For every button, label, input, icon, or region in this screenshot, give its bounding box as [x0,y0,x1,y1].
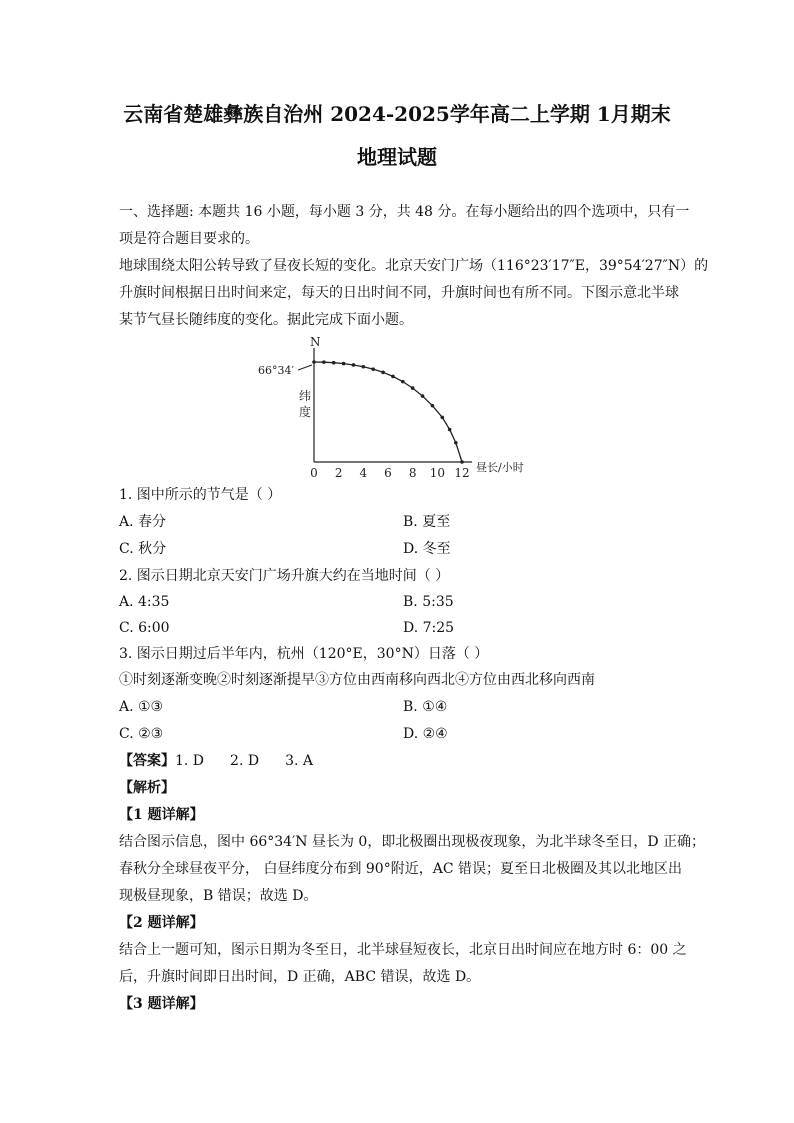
passage-line-1: 地球围绕太阳公转导致了昼夜长短的变化。北京天安门广场（116°23′17″E，39°54′27″N）的 [119,258,709,274]
analysis-label: 【解析】 [119,780,175,796]
section-heading-line1: 一、选择题: 本题共 16 小题，每小题 3 分，共 48 分。在每小题给出的四个选项中，只有一 [119,204,690,220]
answer-2: 2. D [230,753,260,769]
curve-point [381,371,385,375]
curve-point [421,394,425,398]
question-3-option-a[interactable]: A. ①③ [119,699,164,715]
curve-point [448,428,452,432]
day-length-latitude-chart [250,332,550,480]
curve-point [342,362,346,366]
q1-detail-line-2: 春秋分全球昼夜平分， 白昼纬度分布到 90°附近，AC 错误；夏至日北极圈及其以北地区出 [119,861,682,877]
curve-point [391,375,395,379]
question-3-option-d[interactable]: D. ②④ [403,726,448,742]
question-2-stem: 2. 图示日期北京天安门广场升旗大约在当地时间（ ） [119,568,450,584]
question-1-option-b[interactable]: B. 夏至 [403,514,451,530]
q1-detail-line-3: 现极昼现象，B 错误；故选 D。 [119,888,318,904]
section-heading-line2: 项是符合题目要求的。 [119,231,259,247]
curve-point [352,363,356,367]
y-axis-label [299,388,315,419]
answer-line [119,751,313,771]
y-axis-label-char-1: 纬 [299,389,312,403]
q2-detail-label: 【2 题详解】 [119,915,204,931]
question-3-option-c[interactable]: C. ②③ [119,726,164,742]
question-1-option-c[interactable]: C. 秋分 [119,541,167,557]
answer-label: 【答案】 [119,753,175,769]
curve-point [362,365,366,369]
curve-point [322,360,326,364]
question-1-stem: 1. 图中所示的节气是（ ） [119,487,282,503]
y-axis-label-char-2: 度 [299,405,312,419]
day-length-curve [314,362,462,462]
question-2-option-a[interactable]: A. 4:35 [119,594,170,610]
exam-title-line1: 云南省楚雄彝族自治州 2024-2025学年高二上学期 1月期末 [123,102,671,126]
question-2-option-d[interactable]: D. 7:25 [403,620,455,636]
x-axis-label: 昼长/小时 [476,461,524,474]
x-tick-label: 10 [429,466,445,480]
curve-point [312,360,316,364]
passage-line-2: 升旗时间根据日出时间来定，每天的日出时间不同，升旗时间也有所不同。下图示意北半球 [119,285,679,301]
chart-axes [314,348,472,462]
x-tick-label: 12 [454,466,470,480]
q2-detail-line-1: 结合上一题可知，图示日期为冬至日，北半球昼短夜长，北京日出时间应在地方时 6：00 之 [119,942,687,958]
curve-point [454,441,458,445]
curve-point [332,361,336,365]
x-tick-label: 6 [384,466,392,480]
y-top-label: N [310,335,321,349]
curve-point [371,367,375,371]
curve-point [440,416,444,420]
x-tick-label: 4 [359,466,368,480]
question-3-statements: ①时刻逐渐变晚②时刻逐渐提早③方位由西南移向西北④方位由西北移向西南 [119,672,595,688]
curve-point [431,404,435,408]
curve-point [460,460,464,464]
x-tick-label: 2 [334,466,343,480]
annotation-leader [298,365,312,370]
exam-title-line2: 地理试题 [357,145,437,169]
question-3-option-b[interactable]: B. ①④ [403,699,448,715]
curve-points [312,360,464,464]
x-tick-labels [310,466,469,480]
x-tick-label: 0 [310,466,318,480]
question-1-option-a[interactable]: A. 春分 [119,514,167,530]
question-2-option-b[interactable]: B. 5:35 [403,594,454,610]
question-1-option-d[interactable]: D. 冬至 [403,541,451,557]
passage-line-3: 某节气昼长随纬度的变化。据此完成下面小题。 [119,312,413,328]
answer-1: 1. D [175,753,205,769]
answer-3: 3. A [285,753,314,769]
q2-detail-line-2: 后，升旗时间即日出时间，D 正确，ABC 错误，故选 D。 [119,969,481,985]
question-3-stem: 3. 图示日期过后半年内，杭州（120°E，30°N）日落（ ） [119,646,489,662]
q1-detail-line-1: 结合图示信息，图中 66°34′N 昼长为 0，即北极圈出现极夜现象，为北半球冬至日，D 正确； [119,834,705,850]
question-2-option-c[interactable]: C. 6:00 [119,620,170,636]
curve-point [401,380,405,384]
lat-annotation: 66°34′ [258,364,294,377]
curve-point [411,386,415,390]
x-tick-label: 8 [408,466,417,480]
q3-detail-label: 【3 题详解】 [119,996,204,1012]
q1-detail-label: 【1 题详解】 [119,807,204,823]
